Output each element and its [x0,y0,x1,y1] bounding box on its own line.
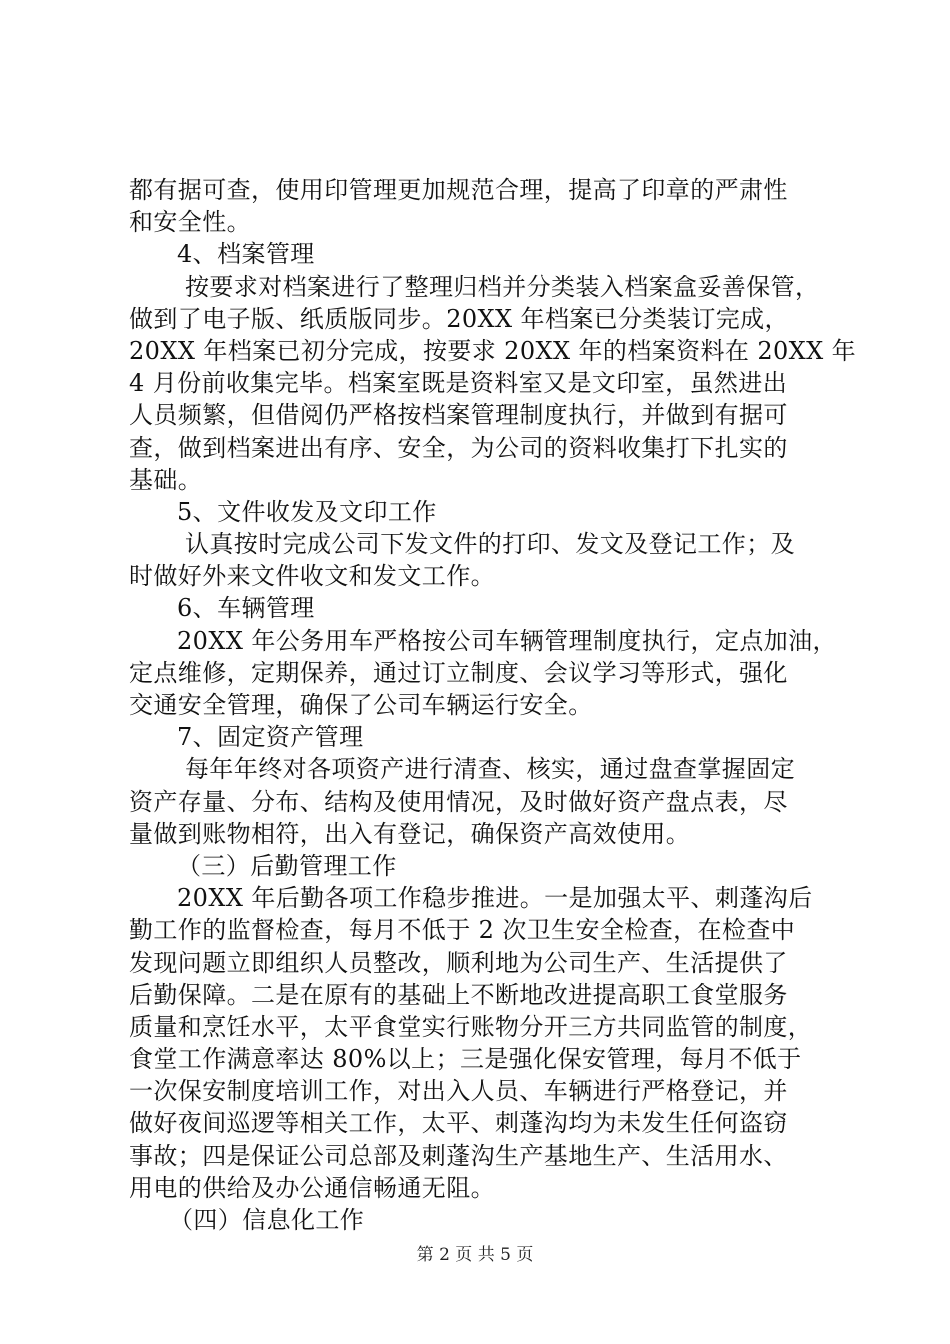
section-heading-informatization: （四）信息化工作 [169,1206,365,1234]
body-text-line: 食堂工作满意率达 80%以上；三是强化保安管理，每月不低于 [129,1045,802,1074]
body-text-line: 质量和烹饪水平，太平食堂实行账物分开三方共同监管的制度， [129,1012,813,1041]
section-heading-fixed-assets: 7、固定资产管理 [177,723,364,752]
body-text-line: 量做到账物相符，出入有登记，确保资产高效使用。 [129,819,691,848]
body-text-line: 资产存量、分布、结构及使用情况，及时做好资产盘点表，尽 [129,787,788,816]
body-text-line: 事故；四是保证公司总部及刺蓬沟生产基地生产、生活用水、 [129,1141,788,1170]
body-text-line: 用电的供给及办公通信畅通无阻。 [129,1173,495,1202]
body-text-line: 发现问题立即组织人员整改，顺利地为公司生产、生活提供了 [129,948,788,977]
body-text-line: 4 月份前收集完毕。档案室既是资料室又是文印室，虽然进出 [129,369,788,398]
body-text-line: 每年年终对各项资产进行清查、核实，通过盘查掌握固定 [185,755,795,784]
section-heading-documents: 5、文件收发及文印工作 [177,497,437,526]
body-text-line: 一次保安制度培训工作，对出入人员、车辆进行严格登记，并 [129,1077,788,1106]
body-text-line: 时做好外来文件收文和发文工作。 [129,562,495,591]
body-text-line: 做到了电子版、纸质版同步。20XX 年档案已分类装订完成， [129,304,789,333]
body-text-line: 20XX 年后勤各项工作稳步推进。一是加强太平、刺蓬沟后 [177,884,813,913]
body-text-line: 20XX 年公务用车严格按公司车辆管理制度执行，定点加油， [177,626,837,655]
body-text-line: 查，做到档案进出有序、安全，为公司的资料收集打下扎实的 [129,433,788,462]
body-text-line: 都有据可查，使用印管理更加规范合理，提高了印章的严肃性 [129,176,788,204]
section-heading-logistics: （三）后勤管理工作 [177,851,397,880]
body-text-line: 基础。 [129,465,203,494]
body-text-line: 20XX 年档案已初分完成，按要求 20XX 年的档案资料在 20XX 年 [129,336,857,365]
body-text-line: 和安全性。 [129,208,251,237]
body-text-line: 勤工作的监督检查，每月不低于 2 次卫生安全检查，在检查中 [129,916,796,945]
body-text-line: 后勤保障。二是在原有的基础上不断地改进提高职工食堂服务 [129,980,788,1009]
body-text-line: 交通安全管理，确保了公司车辆运行安全。 [129,691,593,719]
section-heading-vehicles: 6、车辆管理 [177,594,315,623]
body-text-line: 认真按时完成公司下发文件的打印、发文及登记工作；及 [185,530,795,559]
section-heading-archive: 4、档案管理 [177,240,315,269]
document-body [129,174,857,1236]
body-text-line: 定点维修，定期保养，通过订立制度、会议学习等形式，强化 [129,658,788,687]
body-text-line: 按要求对档案进行了整理归档并分类装入档案盒妥善保管， [185,272,820,301]
body-text-line: 人员频繁，但借阅仍严格按档案管理制度执行，并做到有据可 [129,401,788,430]
page-number-footer: 第 2 页 共 5 页 [416,1245,534,1265]
body-text-line: 做好夜间巡逻等相关工作，太平、刺蓬沟均为未发生任何盗窃 [129,1109,788,1138]
